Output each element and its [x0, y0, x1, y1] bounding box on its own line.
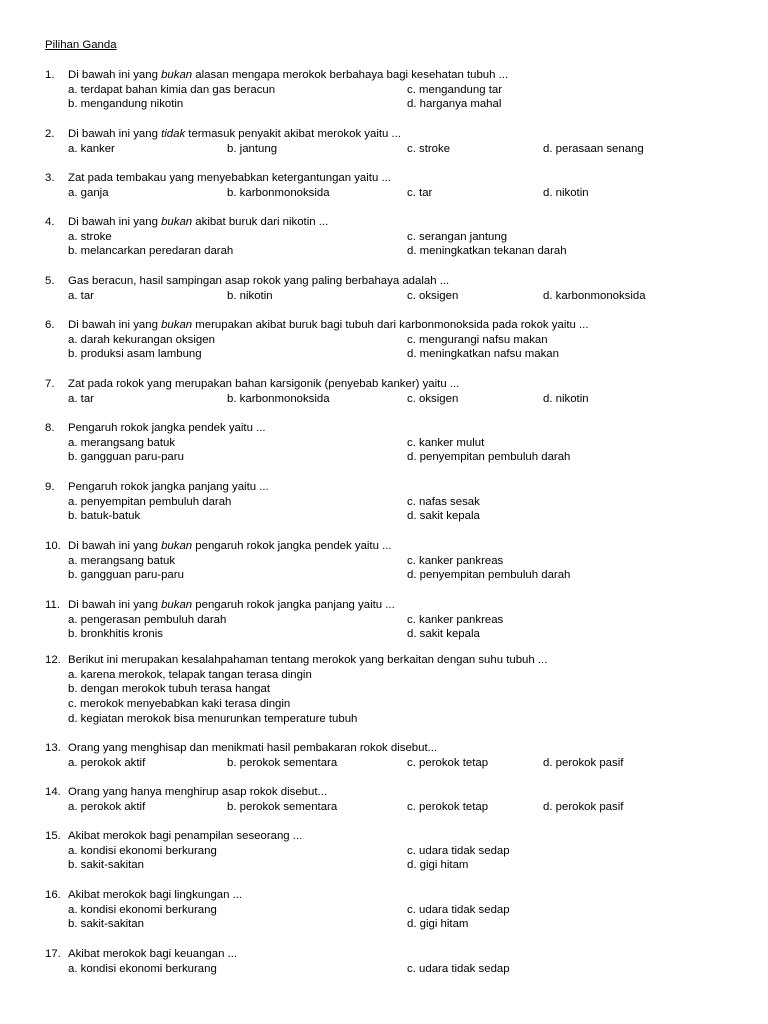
question-1 [45, 68, 745, 112]
answer-option[interactable]: a. perokok aktif [68, 800, 146, 813]
answer-option[interactable]: c. oksigen [407, 392, 459, 405]
question-stem [45, 888, 745, 903]
question-stem [45, 377, 745, 392]
answer-option[interactable]: a. merangsang batuk [68, 554, 176, 567]
question-7 [45, 377, 745, 406]
question-text-part: Gas beracun, hasil sampingan asap rokok yang paling berbahaya adalah ... [68, 275, 450, 287]
answer-option[interactable]: a. tar [68, 392, 94, 405]
question-stem [45, 653, 745, 668]
question-text-part: Berikut ini merupakan kesalahpahaman tentang merokok yang berkaitan dengan suhu tubuh ... [68, 654, 548, 666]
answer-option[interactable]: a. stroke [68, 230, 112, 243]
question-text-part: Di bawah ini yang [68, 216, 162, 228]
answer-option[interactable]: c. kanker pankreas [407, 613, 504, 626]
question-text [68, 318, 589, 333]
options-row [45, 627, 745, 642]
answer-option[interactable]: b. sakit-sakitan [68, 918, 144, 931]
question-stem [45, 171, 745, 186]
question-16 [45, 888, 745, 932]
options-row [45, 509, 745, 524]
question-text [68, 68, 508, 83]
answer-option[interactable]: a. perokok aktif [68, 756, 146, 769]
options-row [45, 333, 745, 348]
answer-option[interactable]: a. merangsang batuk [68, 436, 176, 449]
question-text-part: alasan mengapa merokok berbahaya bagi kesehatan tubuh ... [192, 69, 509, 81]
question-stem [45, 421, 745, 436]
answer-option[interactable]: d. perokok pasif [543, 756, 624, 769]
options-row [45, 756, 745, 771]
question-11 [45, 598, 745, 642]
answer-option[interactable]: a. ganja [68, 186, 109, 199]
question-text [68, 653, 547, 668]
question-8 [45, 421, 745, 465]
answer-option[interactable]: d. kegiatan merokok bisa menurunkan temperature tubuh [68, 712, 358, 725]
question-text-part: termasuk penyakit akibat merokok yaitu ... [185, 128, 402, 140]
question-text-part: Akibat merokok bagi penampilan seseorang ... [68, 830, 303, 842]
question-number: 6. [45, 319, 55, 331]
answer-option[interactable]: d. meningkatkan nafsu makan [407, 348, 559, 361]
question-stem [45, 947, 745, 962]
question-stem [45, 318, 745, 333]
question-number: 11. [45, 599, 60, 611]
question-number: 12. [45, 654, 61, 666]
answer-option[interactable]: d. penyempitan pembuluh darah [407, 569, 571, 582]
question-stem [45, 127, 745, 142]
question-stem [45, 741, 745, 756]
question-text [68, 888, 242, 903]
answer-option[interactable]: c. stroke [407, 142, 451, 155]
answer-option[interactable]: d. gigi hitam [407, 918, 469, 931]
question-15 [45, 829, 745, 873]
answer-option[interactable]: b. melancarkan peredaran darah [68, 245, 234, 258]
question-text [68, 421, 266, 436]
options-row [45, 917, 745, 932]
question-number: 14. [45, 786, 61, 798]
question-text-part: pengaruh rokok jangka pendek yaitu ... [192, 540, 392, 552]
answer-option[interactable]: a. karena merokok, telapak tangan terasa dingin [68, 668, 312, 681]
answer-option[interactable]: a. tar [68, 289, 94, 302]
question-number: 3. [45, 172, 55, 184]
options-row [45, 613, 745, 628]
question-text-part: Di bawah ini yang [68, 128, 162, 140]
answer-option[interactable]: a. penyempitan pembuluh darah [68, 495, 232, 508]
answer-option[interactable]: c. kanker pankreas [407, 554, 504, 567]
question-text-emphasis: bukan [161, 599, 193, 611]
question-text-emphasis: tidak [161, 128, 186, 140]
options-row [45, 903, 745, 918]
question-5 [45, 274, 745, 303]
question-text-part: Di bawah ini yang [68, 599, 162, 611]
answer-option[interactable]: d. gigi hitam [407, 859, 469, 872]
answer-option[interactable]: d. harganya mahal [407, 98, 502, 111]
options-row [45, 97, 745, 112]
question-number: 10. [45, 540, 61, 552]
options-row [45, 858, 745, 873]
answer-option[interactable]: c. perokok tetap [407, 756, 489, 769]
question-number: 1. [45, 69, 55, 81]
answer-option[interactable]: b. karbonmonoksida [227, 186, 330, 199]
options-row [45, 844, 745, 859]
answer-option[interactable]: c. merokok menyebabkan kaki terasa dingin [68, 698, 291, 711]
answer-option[interactable]: a. terdapat bahan kimia dan gas beracun [68, 83, 276, 96]
options-row [45, 436, 745, 451]
question-10 [45, 539, 745, 583]
question-text-part: akibat buruk dari nikotin ... [192, 216, 329, 228]
question-number: 8. [45, 422, 55, 434]
question-stem [45, 274, 745, 289]
question-text [68, 215, 328, 230]
question-number: 16. [45, 889, 61, 901]
answer-option[interactable]: a. kondisi ekonomi berkurang [68, 962, 217, 975]
question-text-part: Zat pada rokok yang merupakan bahan karsigonik (penyebab kanker) yaitu ... [68, 378, 460, 390]
answer-option[interactable]: a. pengerasan pembuluh darah [68, 613, 227, 626]
question-text-part: merupakan akibat buruk bagi tubuh dari karbonmonoksida pada rokok yaitu ... [192, 319, 589, 331]
options-row [45, 186, 745, 201]
question-text [68, 598, 395, 613]
options-row [45, 568, 745, 583]
question-text-emphasis: bukan [161, 69, 193, 81]
question-number: 2. [45, 128, 55, 140]
question-text [68, 539, 392, 554]
question-stem [45, 785, 745, 800]
question-text-part: Orang yang hanya menghirup asap rokok disebut... [68, 786, 327, 798]
question-6 [45, 318, 745, 362]
question-number: 5. [45, 275, 55, 287]
answer-option[interactable]: d. perokok pasif [543, 800, 624, 813]
options-row [45, 289, 745, 304]
answer-option[interactable]: b. bronkhitis kronis [68, 628, 163, 641]
section-heading: Pilihan Ganda [45, 39, 117, 51]
answer-option[interactable]: b. sakit-sakitan [68, 859, 144, 872]
question-text-part: pengaruh rokok jangka panjang yaitu ... [192, 599, 395, 611]
question-number: 7. [45, 378, 55, 390]
question-stem [45, 215, 745, 230]
question-text [68, 829, 302, 844]
answer-option[interactable]: d. nikotin [543, 186, 589, 199]
question-12 [45, 653, 745, 726]
answer-option[interactable]: c. mengandung tar [407, 83, 502, 96]
answer-option[interactable]: b. perokok sementara [227, 800, 338, 813]
options-row [45, 962, 745, 977]
question-text-emphasis: bukan [161, 216, 193, 228]
question-4 [45, 215, 745, 259]
answer-option[interactable]: c. udara tidak sedap [407, 903, 510, 916]
answer-option[interactable]: c. perokok tetap [407, 800, 489, 813]
answer-option[interactable]: d. perasaan senang [543, 142, 644, 155]
answer-option[interactable]: a. darah kekurangan oksigen [68, 333, 215, 346]
options-row [45, 392, 745, 407]
answer-option[interactable]: b. perokok sementara [227, 756, 338, 769]
options-row [45, 800, 745, 815]
question-17 [45, 947, 745, 976]
answer-option[interactable]: d. karbonmonoksida [543, 289, 646, 302]
answer-option[interactable]: c. udara tidak sedap [407, 962, 510, 975]
answer-option[interactable]: d. nikotin [543, 392, 589, 405]
options-row [45, 83, 745, 98]
question-text-part: Akibat merokok bagi lingkungan ... [68, 889, 243, 901]
question-stem [45, 539, 745, 554]
answer-option[interactable]: c. udara tidak sedap [407, 844, 510, 857]
question-13 [45, 741, 745, 770]
answer-option[interactable]: c. tar [407, 186, 433, 199]
options-row [45, 450, 745, 465]
answer-option[interactable]: c. kanker mulut [407, 436, 485, 449]
options-row [45, 495, 745, 510]
question-stem [45, 598, 745, 613]
answer-option[interactable]: b. batuk-batuk [68, 510, 141, 523]
answer-option[interactable]: b. karbonmonoksida [227, 392, 330, 405]
options-row [45, 347, 745, 362]
answer-option[interactable]: d. sakit kepala [407, 628, 480, 641]
question-text-part: Orang yang menghisap dan menikmati hasil pembakaran rokok disebut... [68, 742, 438, 754]
question-text [68, 785, 327, 800]
question-number: 17. [45, 948, 61, 960]
answer-option[interactable]: c. serangan jantung [407, 230, 508, 243]
question-text [68, 274, 449, 289]
answer-option[interactable]: c. nafas sesak [407, 495, 480, 508]
answer-option[interactable]: b. gangguan paru-paru [68, 569, 184, 582]
answer-option[interactable]: b. mengandung nikotin [68, 98, 184, 111]
answer-option[interactable]: a. kondisi ekonomi berkurang [68, 844, 217, 857]
question-stem [45, 829, 745, 844]
question-text [68, 377, 459, 392]
options-row [45, 142, 745, 157]
question-3 [45, 171, 745, 200]
question-text-emphasis: bukan [161, 540, 193, 552]
question-text-part: Pengaruh rokok jangka panjang yaitu ... [68, 481, 269, 493]
question-text [68, 127, 401, 142]
answer-option[interactable]: d. meningkatkan tekanan darah [407, 245, 567, 258]
options-row [45, 244, 745, 259]
question-text-part: Di bawah ini yang [68, 540, 162, 552]
options-row [45, 554, 745, 569]
answer-option[interactable]: a. kondisi ekonomi berkurang [68, 903, 217, 916]
question-text [68, 480, 269, 495]
answer-option[interactable]: c. oksigen [407, 289, 459, 302]
question-number: 4. [45, 216, 55, 228]
answer-option[interactable]: c. mengurangi nafsu makan [407, 333, 548, 346]
question-9 [45, 480, 745, 524]
answer-option[interactable]: d. sakit kepala [407, 510, 480, 523]
answer-option[interactable]: a. kanker [68, 142, 115, 155]
question-text [68, 171, 391, 186]
answer-option[interactable]: b. dengan merokok tubuh terasa hangat [68, 683, 271, 696]
question-text-part: Pengaruh rokok jangka pendek yaitu ... [68, 422, 266, 434]
question-2 [45, 127, 745, 156]
question-text-emphasis: bukan [161, 319, 193, 331]
question-text [68, 947, 237, 962]
answer-option[interactable]: b. nikotin [227, 289, 273, 302]
options-row [45, 230, 745, 245]
question-stem [45, 68, 745, 83]
question-text-part: Di bawah ini yang [68, 69, 162, 81]
question-number: 13. [45, 742, 61, 754]
answer-option[interactable]: b. jantung [227, 142, 278, 155]
question-text-part: Akibat merokok bagi keuangan ... [68, 948, 238, 960]
question-14 [45, 785, 745, 814]
answer-option[interactable]: d. penyempitan pembuluh darah [407, 451, 571, 464]
question-number: 9. [45, 481, 55, 493]
question-text [68, 741, 437, 756]
question-stem [45, 480, 745, 495]
question-number: 15. [45, 830, 61, 842]
question-text-part: Di bawah ini yang [68, 319, 162, 331]
question-text-part: Zat pada tembakau yang menyebabkan ketergantungan yaitu ... [68, 172, 391, 184]
answer-option[interactable]: b. produksi asam lambung [68, 348, 202, 361]
answer-option[interactable]: b. gangguan paru-paru [68, 451, 184, 464]
